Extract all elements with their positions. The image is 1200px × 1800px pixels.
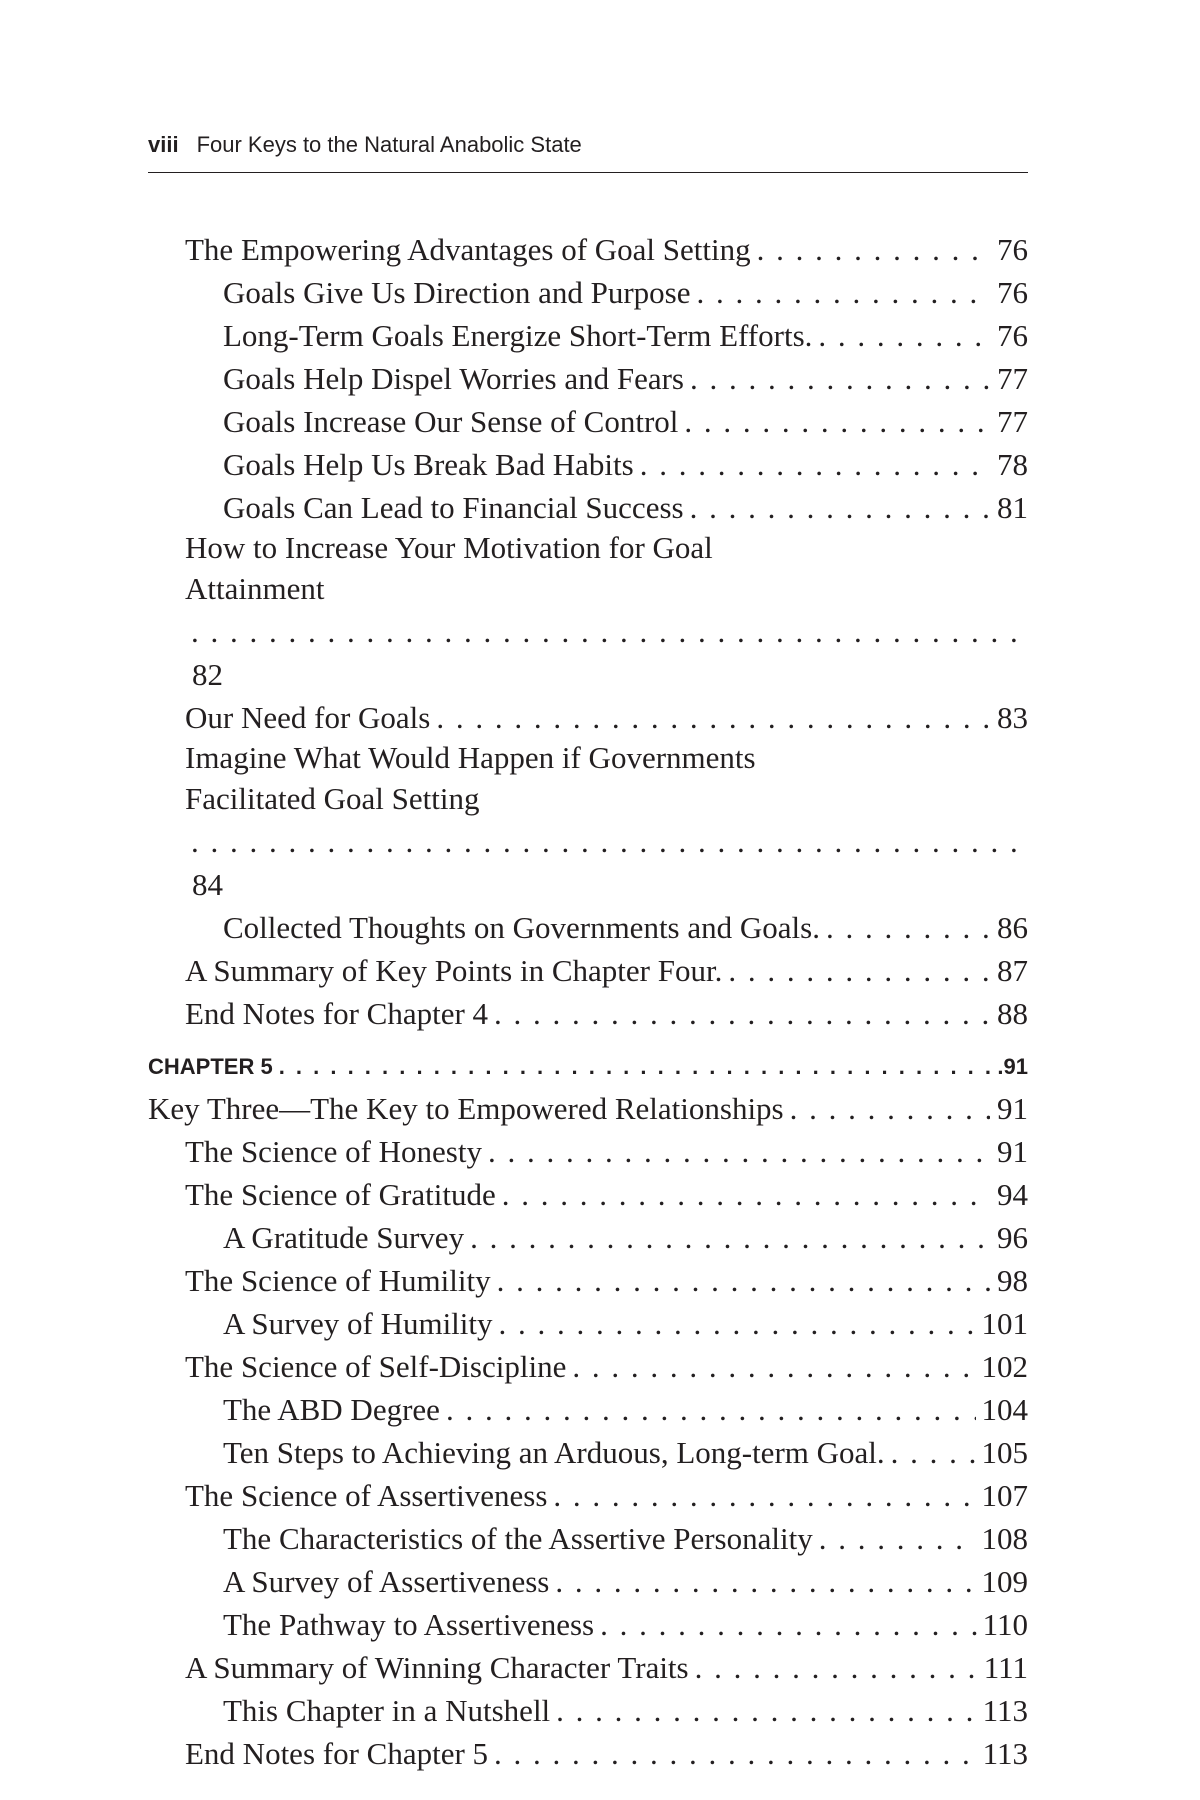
toc-entry <box>148 1259 1028 1302</box>
dot-leader <box>594 1603 977 1646</box>
dot-leader <box>812 314 990 357</box>
toc-entry-title: CHAPTER 5 <box>148 1054 273 1079</box>
dot-leader <box>689 1646 978 1689</box>
dot-leader <box>722 949 990 992</box>
toc-entry-title: The Science of Assertiveness <box>185 1478 548 1513</box>
toc-entry <box>148 1689 1028 1732</box>
toc-entry-title: Collected Thoughts on Governments and Goals. <box>223 910 820 945</box>
toc-entry-page-number: 88 <box>997 996 1028 1031</box>
toc-entry-title: End Notes for Chapter 5 <box>185 1736 489 1771</box>
toc-entry-title: Goals Can Lead to Financial Success <box>223 490 684 525</box>
dot-leader <box>273 1047 990 1087</box>
toc-entry-title: Goals Help Dispel Worries and Fears <box>223 361 684 396</box>
toc-entry-title: End Notes for Chapter 4 <box>185 996 489 1031</box>
dot-leader <box>430 696 990 739</box>
toc-entry-title: This Chapter in a Nutshell <box>223 1693 551 1728</box>
toc-entry <box>148 443 1028 486</box>
dot-leader <box>482 1130 990 1173</box>
dot-leader <box>820 906 990 949</box>
dot-leader <box>185 820 1028 863</box>
dot-leader <box>488 992 990 1035</box>
toc-entry <box>148 529 1028 696</box>
toc-entry <box>148 1603 1028 1646</box>
toc-entry <box>148 400 1028 443</box>
toc-entry <box>148 1087 1028 1130</box>
book-title: Four Keys to the Natural Anabolic State <box>196 132 582 157</box>
toc-entry-title: A Survey of Assertiveness <box>223 1564 550 1599</box>
toc-entry <box>148 228 1028 271</box>
toc-entry-page-number: 108 <box>981 1521 1028 1556</box>
dot-leader <box>684 357 990 400</box>
toc-entry <box>148 1560 1028 1603</box>
toc-entry <box>148 1302 1028 1345</box>
dot-leader <box>634 443 990 486</box>
toc-entry-title: The ABD Degree <box>223 1392 440 1427</box>
toc-entry-title: The Empowering Advantages of Goal Setting <box>185 232 751 267</box>
dot-leader <box>885 1431 976 1474</box>
chapter-heading <box>148 1047 1028 1087</box>
toc-entry-page-number: 77 <box>997 404 1028 439</box>
toc-entry-page-number: 86 <box>997 910 1028 945</box>
toc-entry <box>148 1216 1028 1259</box>
dot-leader <box>813 1517 976 1560</box>
toc-entry-page-number: 110 <box>982 1607 1028 1642</box>
toc-entry-page-number: 105 <box>981 1435 1028 1470</box>
toc-entry-title: Attainment <box>185 571 325 606</box>
toc-entry-page-number: .91 <box>997 1054 1028 1079</box>
dot-leader <box>491 1259 990 1302</box>
dot-leader <box>691 271 991 314</box>
dot-leader <box>496 1173 990 1216</box>
toc-entry-title: A Survey of Humility <box>223 1306 493 1341</box>
table-of-contents <box>148 228 1028 1775</box>
toc-entry-page-number: 77 <box>997 361 1028 396</box>
toc-entry-title: Key Three—The Key to Empowered Relationships <box>148 1091 784 1126</box>
toc-entry-title: Goals Increase Our Sense of Control <box>223 404 679 439</box>
toc-entry-page-number: 87 <box>997 953 1028 988</box>
dot-leader <box>440 1388 976 1431</box>
dot-leader <box>784 1087 990 1130</box>
toc-entry-title: The Characteristics of the Assertive Personality <box>223 1521 813 1556</box>
toc-entry-title: The Pathway to Assertiveness <box>223 1607 595 1642</box>
toc-entry-title-line1: Imagine What Would Happen if Governments <box>185 740 756 775</box>
toc-entry-title: Goals Give Us Direction and Purpose <box>223 275 691 310</box>
toc-entry-page-number: 78 <box>997 447 1028 482</box>
dot-leader <box>678 400 990 443</box>
toc-entry <box>148 949 1028 992</box>
toc-entry <box>148 696 1028 739</box>
toc-entry-page-number: 111 <box>983 1650 1028 1685</box>
toc-entry-page-number: 76 <box>997 318 1028 353</box>
toc-entry-title: Long-Term Goals Energize Short-Term Efforts. <box>223 318 813 353</box>
toc-entry-page-number: 96 <box>997 1220 1028 1255</box>
toc-entry-page-number: 82 <box>192 657 223 692</box>
toc-entry-page-number: 107 <box>981 1478 1028 1513</box>
toc-entry <box>148 1646 1028 1689</box>
toc-entry-page-number: 91 <box>997 1134 1028 1169</box>
toc-entry <box>148 1345 1028 1388</box>
toc-entry-page-number: 94 <box>997 1177 1028 1212</box>
dot-leader <box>550 1689 976 1732</box>
toc-entry-page-number: 76 <box>997 275 1028 310</box>
toc-entry <box>148 739 1028 906</box>
toc-entry-title: A Summary of Winning Character Traits <box>185 1650 689 1685</box>
toc-entry-page-number: 98 <box>997 1263 1028 1298</box>
toc-entry-title: Goals Help Us Break Bad Habits <box>223 447 634 482</box>
dot-leader <box>549 1560 975 1603</box>
dot-leader <box>185 610 1028 653</box>
toc-entry-title: A Gratitude Survey <box>223 1220 465 1255</box>
dot-leader <box>684 486 990 529</box>
dot-leader <box>493 1302 976 1345</box>
toc-entry <box>148 1173 1028 1216</box>
toc-entry-page-number: 109 <box>981 1564 1028 1599</box>
toc-entry-title: The Science of Gratitude <box>185 1177 496 1212</box>
toc-entry-page-number: 91 <box>997 1091 1028 1126</box>
toc-entry <box>148 1388 1028 1431</box>
toc-entry-title-line1: How to Increase Your Motivation for Goal <box>185 530 713 565</box>
toc-entry-title: A Summary of Key Points in Chapter Four. <box>185 953 723 988</box>
dot-leader <box>566 1345 975 1388</box>
toc-entry <box>148 906 1028 949</box>
dot-leader <box>488 1732 977 1775</box>
toc-entry <box>148 486 1028 529</box>
toc-entry-page-number: 113 <box>982 1693 1028 1728</box>
toc-entry-page-number: 113 <box>982 1736 1028 1771</box>
toc-entry-title: The Science of Self-Discipline <box>185 1349 567 1384</box>
toc-entry <box>148 1130 1028 1173</box>
toc-entry <box>148 992 1028 1035</box>
toc-entry-title: Ten Steps to Achieving an Arduous, Long-term Goal. <box>223 1435 885 1470</box>
toc-entry <box>148 314 1028 357</box>
toc-entry <box>148 271 1028 314</box>
dot-leader <box>464 1216 990 1259</box>
dot-leader <box>751 228 990 271</box>
toc-entry-title: Facilitated Goal Setting <box>185 781 480 816</box>
toc-entry <box>148 1431 1028 1474</box>
toc-entry <box>148 1517 1028 1560</box>
toc-entry-page-number: 101 <box>981 1306 1028 1341</box>
toc-entry-page-number: 102 <box>981 1349 1028 1384</box>
toc-entry-title: The Science of Humility <box>185 1263 491 1298</box>
toc-entry-title: Our Need for Goals <box>185 700 431 735</box>
toc-entry <box>148 357 1028 400</box>
dot-leader <box>547 1474 975 1517</box>
toc-entry-page-number: 81 <box>997 490 1028 525</box>
toc-entry <box>148 1732 1028 1775</box>
toc-entry-page-number: 84 <box>192 867 223 902</box>
toc-entry-page-number: 83 <box>997 700 1028 735</box>
running-head <box>148 130 1028 173</box>
toc-entry <box>148 1474 1028 1517</box>
page-folio: viii <box>148 132 179 157</box>
toc-entry-title: The Science of Honesty <box>185 1134 482 1169</box>
toc-entry-page-number: 76 <box>997 232 1028 267</box>
toc-entry-page-number: 104 <box>981 1392 1028 1427</box>
